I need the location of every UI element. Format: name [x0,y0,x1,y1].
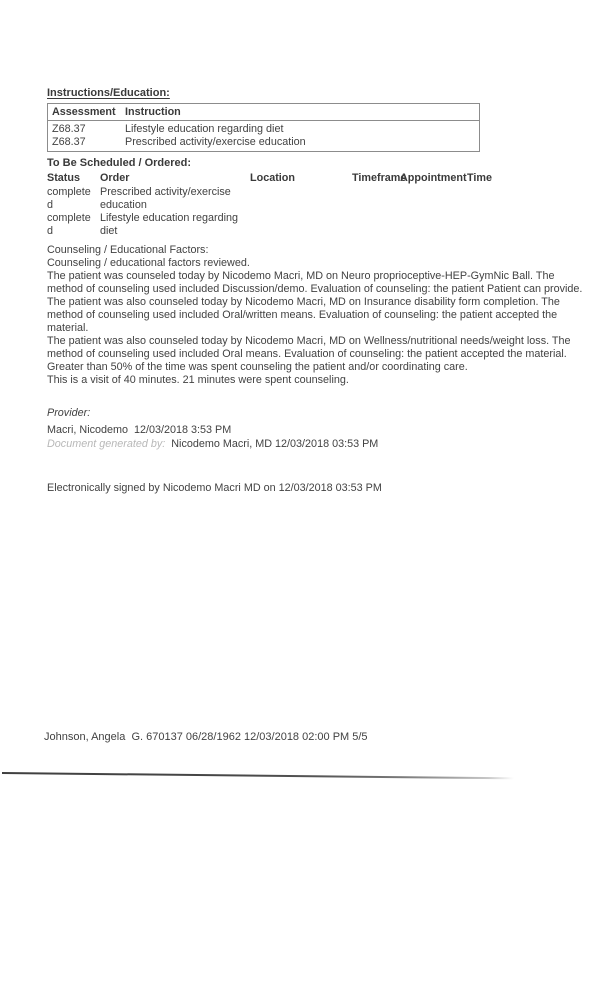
counseling-line: Greater than 50% of the time was spent counseling the patient and/or coordinating care. [47,361,468,373]
status-column-header: Status [47,172,80,184]
generated-by-label: Document generated by: [47,438,166,450]
counseling-line: Counseling / educational factors reviewed. [47,257,250,269]
instruction-cell: Lifestyle education regarding diet [125,123,284,135]
timeframe-column-header: Timeframe [352,172,407,184]
table-row [48,121,480,137]
order-cell: Lifestyle education regarding diet [100,212,239,237]
provider-name-line: Macri, Nicodemo 12/03/2018 3:53 PM [47,424,232,436]
assessment-cell: Z68.37 [52,136,86,148]
counseling-line: The patient was also counseled today by Nicodemo Macri, MD on Wellness/nutritional needs/weight loss. The method of counseling used included Oral means. Evaluation of counseling: the patient accepted the material. [47,335,571,360]
to-be-scheduled-title: To Be Scheduled / Ordered: [47,157,192,169]
assessment-cell: Z68.37 [52,123,86,135]
instructions-education-title: Instructions/Education: [47,87,170,99]
counseling-section [47,244,587,387]
counseling-line: The patient was counseled today by Nicodemo Macri, MD on Neuro proprioceptive-HEP-GymNic Ball. The method of counseling used included Discussion/demo. Evaluation of counseling: the patient Patient can provide. [47,270,583,295]
generated-by-value: Nicodemo Macri, MD 12/03/2018 03:53 PM [171,438,379,450]
status-cell: completed [47,186,91,211]
counseling-line: The patient was also counseled today by Nicodemo Macri, MD on Insurance disability form completion. The method of counseling used included Oral/written means. Evaluation of counseling: the patient accepted the material. [47,296,560,334]
table-row [48,136,480,152]
scheduled-row [47,212,567,238]
to-be-scheduled-list [47,172,567,238]
order-column-header: Order [100,172,130,184]
assessment-column-header: Assessment [48,104,122,121]
status-cell: completed [47,212,91,237]
order-cell: Prescribed activity/exercise education [100,186,231,211]
counseling-title: Counseling / Educational Factors: [47,244,209,256]
location-column-header: Location [250,172,295,184]
time-column-header: Time [467,172,493,184]
scan-artifact-line [2,772,514,779]
patient-footer-line: Johnson, Angela G. 670137 06/28/1962 12/03/2018 02:00 PM 5/5 [44,731,368,743]
instruction-column-header: Instruction [121,104,480,121]
instructions-education-table [47,103,480,152]
instruction-cell: Prescribed activity/exercise education [125,136,306,148]
provider-label: Provider: [47,407,91,419]
counseling-line: This is a visit of 40 minutes. 21 minutes were spent counseling. [47,374,349,386]
document-generated-line [47,438,378,451]
electronic-signature-line: Electronically signed by Nicodemo Macri MD on 12/03/2018 03:53 PM [47,482,382,494]
scheduled-row [47,186,567,212]
appointment-column-header: Appointment [400,172,467,184]
scheduled-header-row [47,172,567,185]
table-header-row [48,104,480,121]
